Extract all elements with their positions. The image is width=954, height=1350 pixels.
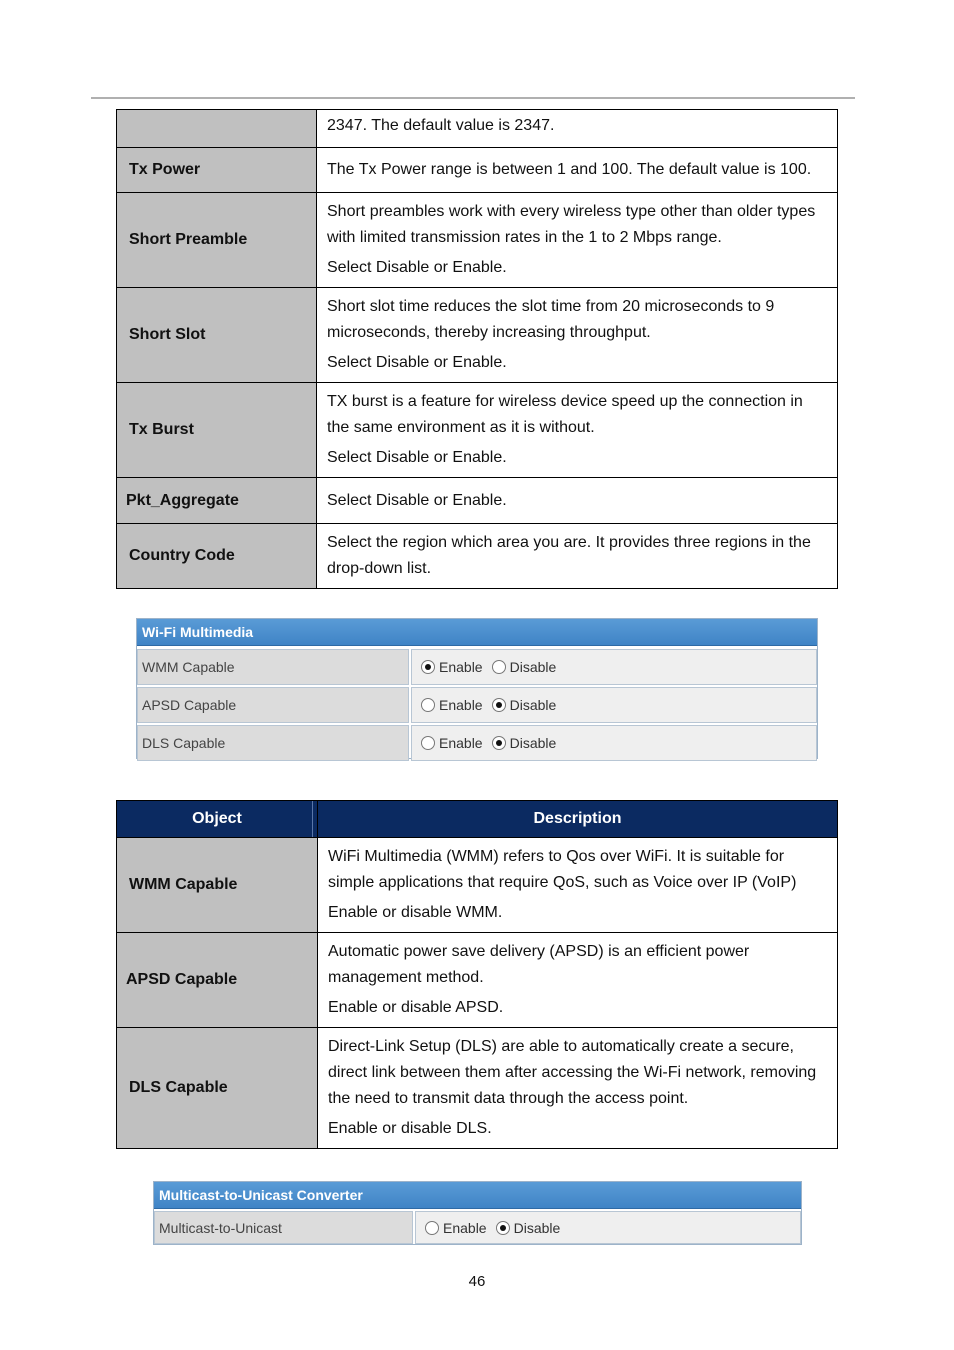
object-cell: WMM Capable [117,838,318,933]
enable-option[interactable]: Enable [421,735,483,751]
object-cell [117,110,317,148]
radio-checked-icon[interactable] [421,660,435,674]
panel-title: Wi-Fi Multimedia [137,619,817,646]
object-cell: Short Slot [117,288,317,383]
object-cell: DLS Capable [117,1028,318,1149]
description-cell [317,383,838,478]
wifi-multimedia-panel [136,618,818,759]
description-text: Select Disable or Enable. [327,449,507,466]
description-text: Enable or disable WMM. [328,904,503,921]
object-cell: APSD Capable [117,933,318,1028]
object-cell: Pkt_Aggregate [117,478,317,524]
setting-label: DLS Capable [137,725,409,761]
description-cell [317,193,838,288]
description-cell [317,110,838,148]
description-text: Automatic power save delivery (APSD) is an efficient power management method. [328,943,750,986]
radio-unchecked-icon[interactable] [421,698,435,712]
radio-unchecked-icon[interactable] [492,660,506,674]
object-cell: Country Code [117,524,317,589]
disable-option[interactable]: Disable [496,1220,561,1236]
setting-label: APSD Capable [137,687,409,723]
table-row [117,148,838,193]
description-cell [318,838,838,933]
setting-label: WMM Capable [137,649,409,685]
table-row [117,838,838,933]
description-cell [318,933,838,1028]
radio-checked-icon[interactable] [492,698,506,712]
disable-option[interactable]: Disable [492,659,557,675]
description-text: TX burst is a feature for wireless device speed up the connection in the same environment as it is without. [327,393,803,436]
description-cell [317,288,838,383]
object-cell: Tx Power [117,148,317,193]
radio-group [411,687,817,723]
description-text: Select Disable or Enable. [327,354,507,371]
multicast-row [154,1211,801,1244]
radio-checked-icon[interactable] [496,1221,510,1235]
table-row [117,524,838,589]
apsd-capable-row [137,687,817,723]
table-row [117,383,838,478]
description-cell [317,478,838,524]
radio-unchecked-icon[interactable] [425,1221,439,1235]
wmm-description-table [116,800,838,1149]
setting-label: Multicast-to-Unicast [154,1211,413,1244]
table-row [117,193,838,288]
description-text: Short preambles work with every wireless type other than older types with limited transmission rates in the 1 to 2 Mbps range. [327,203,816,246]
wmm-capable-row [137,649,817,685]
enable-option[interactable]: Enable [425,1220,487,1236]
description-text: Direct-Link Setup (DLS) are able to automatically create a secure, direct link between them after accessing the Wi-Fi network, removing the need to transmit data through the access point. [328,1038,817,1107]
description-text: WiFi Multimedia (WMM) refers to Qos over WiFi. It is suitable for simple applications that require QoS, such as Voice over IP (VoIP) [328,848,797,891]
radio-group [415,1211,801,1244]
description-text: Select Disable or Enable. [327,491,507,509]
dls-capable-row [137,725,817,761]
object-cell: Tx Burst [117,383,317,478]
radio-group [411,725,817,761]
object-cell: Short Preamble [117,193,317,288]
description-column-header: Description [318,801,838,838]
description-text: Short slot time reduces the slot time from 20 microseconds to 9 microseconds, thereby increasing throughput. [327,298,775,341]
description-cell [317,524,838,589]
panel-title: Multicast-to-Unicast Converter [154,1182,801,1209]
table-row [117,288,838,383]
description-cell [318,1028,838,1149]
table-row [117,933,838,1028]
description-text: 2347. The default value is 2347. [327,117,555,134]
radio-group [411,649,817,685]
page-number: 46 [468,1273,486,1290]
radio-unchecked-icon[interactable] [421,736,435,750]
description-cell [317,148,838,193]
disable-option[interactable]: Disable [492,735,557,751]
disable-option[interactable]: Disable [492,697,557,713]
settings-table [116,109,838,589]
table-row [117,478,838,524]
description-text: Select Disable or Enable. [327,259,507,276]
description-text: Select the region which area you are. It provides three regions in the drop-down list. [327,534,811,577]
enable-option[interactable]: Enable [421,659,483,675]
description-text: Enable or disable DLS. [328,1120,492,1137]
object-column-header: Object [117,801,318,838]
radio-checked-icon[interactable] [492,736,506,750]
description-text: Enable or disable APSD. [328,999,504,1016]
enable-option[interactable]: Enable [421,697,483,713]
description-text: The Tx Power range is between 1 and 100. The default value is 100. [327,161,812,178]
table-header-row [117,801,838,838]
table-row [117,110,838,148]
header-rule [91,97,855,99]
table-row [117,1028,838,1149]
multicast-converter-panel [153,1181,802,1245]
